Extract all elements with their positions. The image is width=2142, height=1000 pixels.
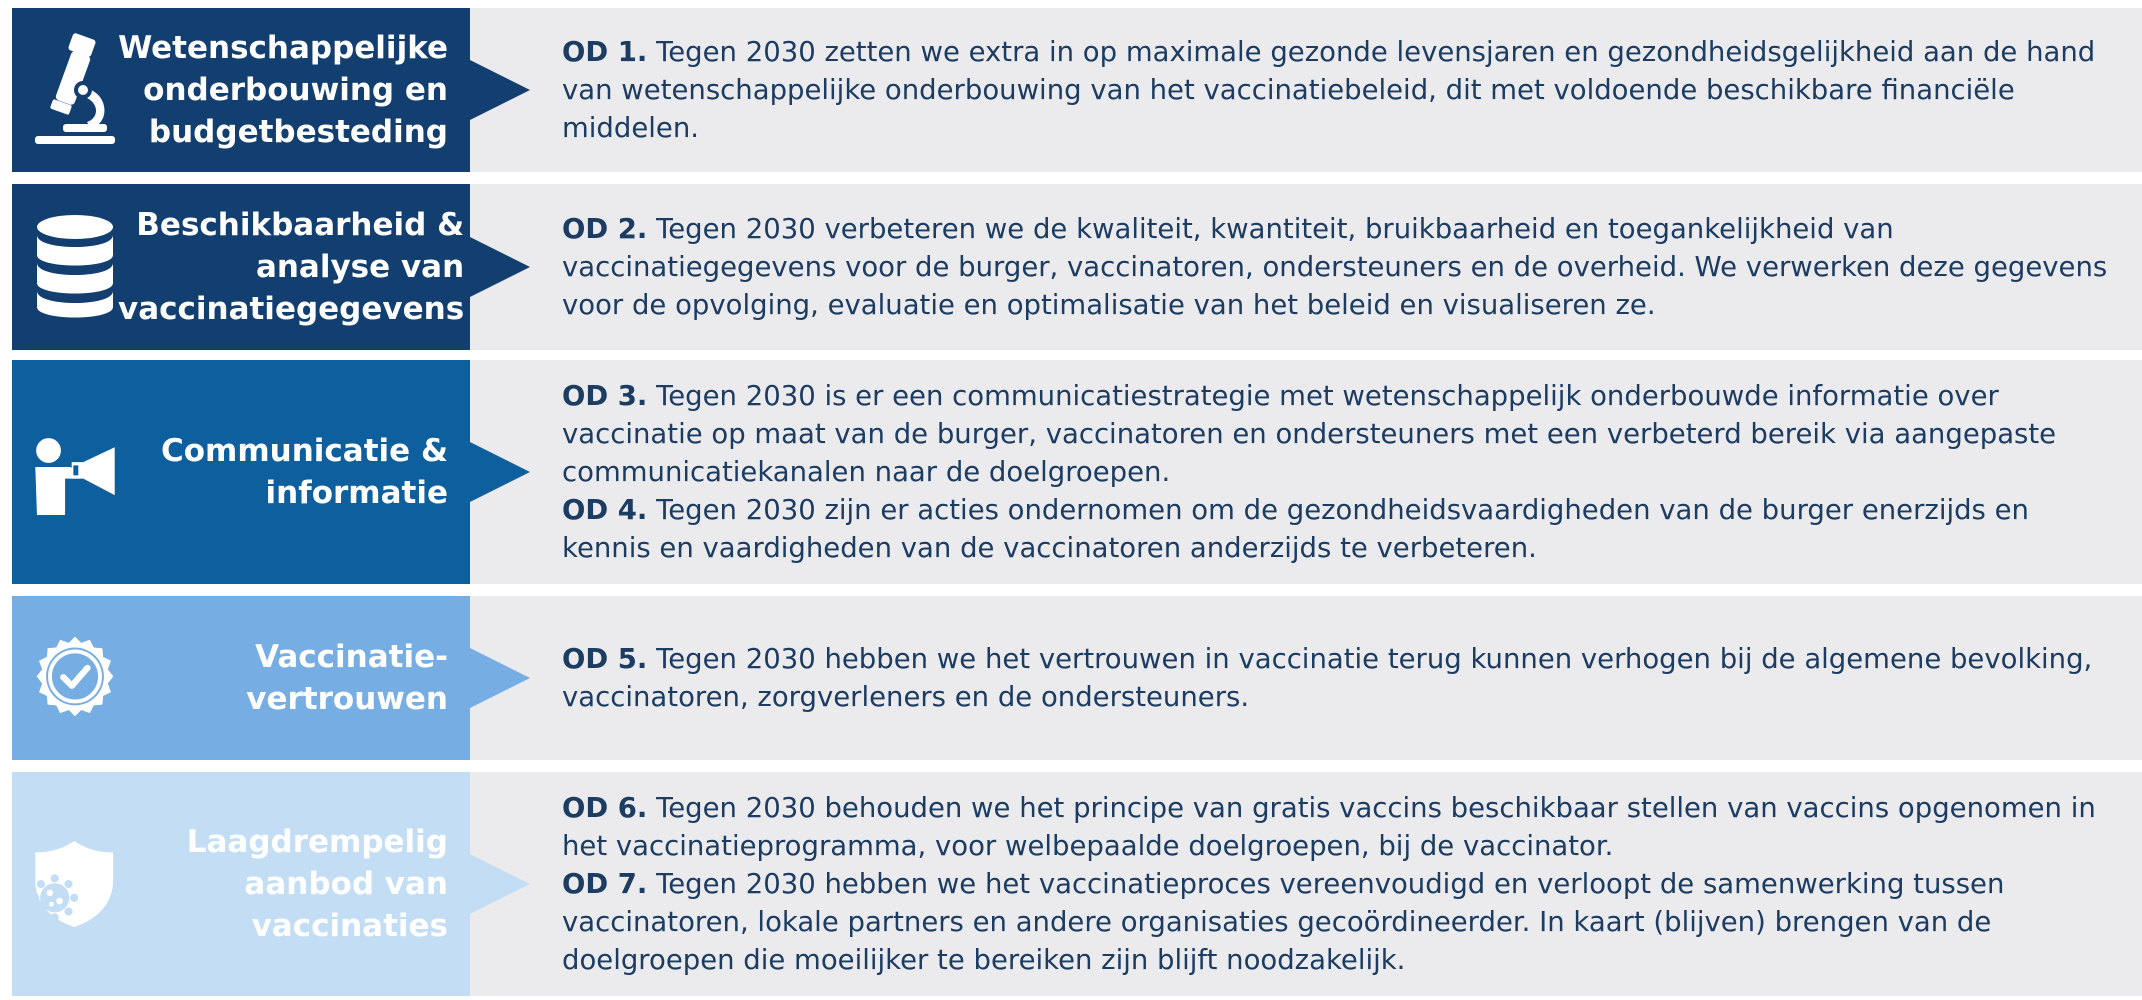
objective-od4: OD 4. Tegen 2030 zijn er acties ondernomen om de gezondheidsvaardigheden van de burger enerzijds en kennis en vaardigheden van de vaccinatoren anderzijds te verbeteren. [562, 494, 2029, 564]
objective-text [562, 772, 2122, 996]
theme-label-box [12, 360, 470, 584]
megaphone-person-icon [32, 412, 118, 532]
objective-od3: OD 3. Tegen 2030 is er een communicatiestrategie met wetenschappelijk onderbouwde informatie over vaccinatie op maat van de burger, vaccinatoren en ondersteuners met een verbeterd bereik via aangepaste communicatiekanalen naar de doelgroepen. [562, 380, 2057, 488]
objective-row-2 [0, 184, 2142, 350]
theme-label: Laagdrempelig aanbod van vaccinaties [186, 824, 448, 944]
objective-od6: OD 6. Tegen 2030 behouden we het principe van gratis vaccins beschikbaar stellen van vaccins opgenomen in het vaccinatieprogramma, voor welbepaalde doelgroepen, bij de vaccinator. [562, 792, 2096, 862]
objective-text [562, 184, 2122, 350]
theme-label-box [12, 8, 470, 172]
objective-row-5 [0, 772, 2142, 996]
theme-label: Communicatie & informatie [160, 433, 448, 511]
objective-od1: OD 1. Tegen 2030 zetten we extra in op maximale gezonde levensjaren en gezondheidsgelijkheid aan de hand van wetenschappelijke onderbouwing van het vaccinatiebeleid, dit met voldoende beschikbare financiële middelen. [562, 36, 2096, 144]
objective-row-3 [0, 360, 2142, 584]
theme-label-box [12, 772, 470, 996]
theme-label: Wetenschappelijke onderbouwing en budgetbesteding [118, 30, 448, 150]
objective-od5: OD 5. Tegen 2030 hebben we het vertrouwen in vaccinatie terug kunnen verhogen bij de algemene bevolking, vaccinatoren, zorgverleners en de ondersteuners. [562, 643, 2093, 713]
arrow-indicator [470, 854, 530, 914]
objective-text [562, 8, 2122, 172]
theme-label: Vaccinatie- vertrouwen [246, 639, 448, 717]
check-badge-icon [32, 618, 118, 738]
objective-text [562, 596, 2122, 760]
objective-od2: OD 2. Tegen 2030 verbeteren we de kwaliteit, kwantiteit, bruikbaarheid en toegankelijkheid van vaccinatiegegevens voor de burger, vaccinatoren, ondersteuners en de overheid. We verwerken deze gegevens voor de opvolging, evaluatie en optimalisatie van het beleid en visualiseren ze. [562, 213, 2108, 321]
objective-row-1 [0, 8, 2142, 172]
arrow-indicator [470, 442, 530, 502]
theme-label-box [12, 596, 470, 760]
arrow-indicator [470, 237, 530, 297]
database-icon [32, 207, 118, 327]
theme-label: Beschikbaarheid & analyse van vaccinatiegegevens [118, 207, 465, 327]
objective-od7: OD 7. Tegen 2030 hebben we het vaccinatieproces vereenvoudigd en verloopt de samenwerking tussen vaccinatoren, lokale partners en andere organisaties gecoördineerder. In kaart (blijven) brengen van de doelgroepen die moeilijker te bereiken zijn blijft noodzakelijk. [562, 868, 2005, 976]
objective-text [562, 360, 2122, 584]
microscope-icon [32, 30, 118, 150]
shield-virus-icon [32, 824, 118, 944]
theme-label-box [12, 184, 470, 350]
arrow-indicator [470, 60, 530, 120]
objective-row-4 [0, 596, 2142, 760]
arrow-indicator [470, 648, 530, 708]
